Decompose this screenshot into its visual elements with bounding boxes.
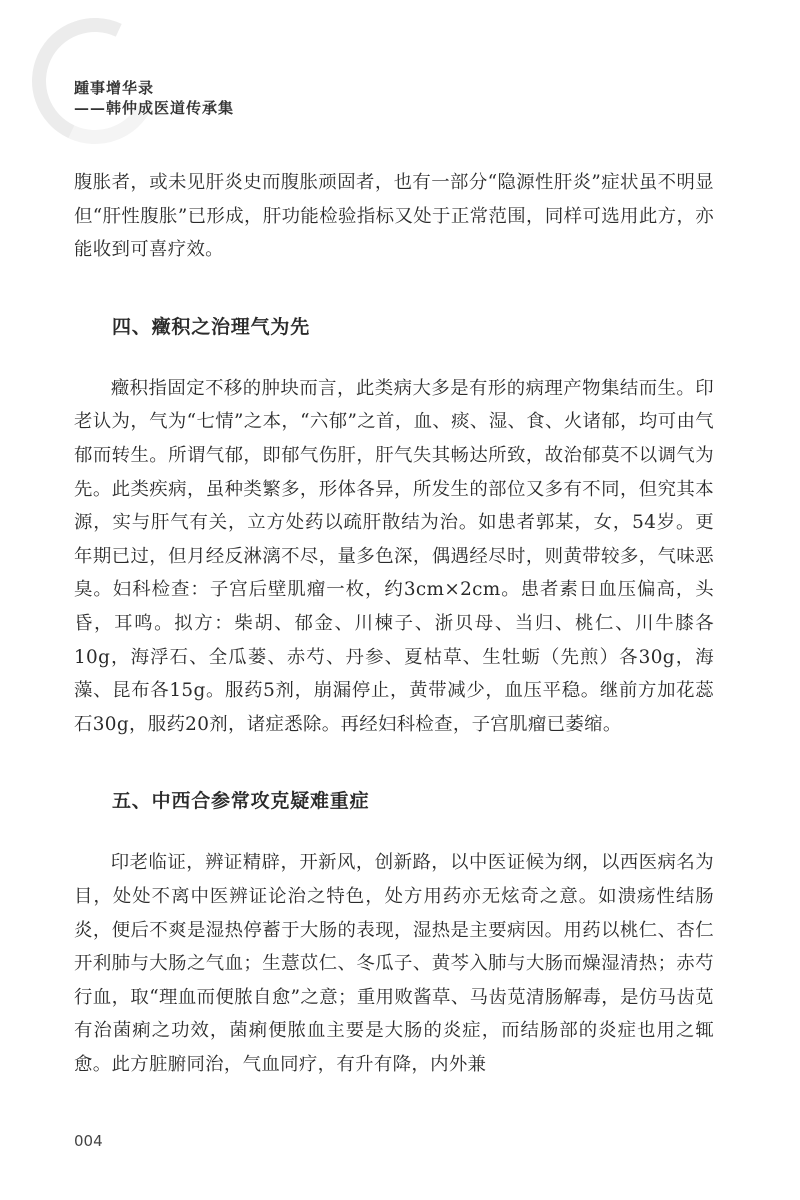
page-body (74, 166, 714, 1081)
book-title: 踵事增华录 (74, 79, 155, 97)
section-heading-4: 四、癥积之治理气为先 (112, 315, 311, 338)
paragraph-section-4: 癥积指固定不移的肿块而言，此类病大多是有形的病理产物集结而生。印老认为，气为“七情”之本，“六郁”之首，血、痰、湿、食、火诸郁，均可由气郁而转生。所谓气郁，即郁气伤肝，肝气失其畅达所致，故治郁莫不以调气为先。此类疾病，虽种类繁多，形体各异，所发生的部位又多有不同，但究其本源，实与肝气有关，立方处药以疏肝散结为治。如患者郭某，女，54岁。更年期已过，但月经反淋漓不尽，量多色深，偶遇经尽时，则黄带较多，气味恶臭。妇科检查：子宫后壁肌瘤一枚，约3cm×2cm。患者素日血压偏高，头昏，耳鸣。拟方：柴胡、郁金、川楝子、浙贝母、当归、桃仁、川牛膝各10g，海浮石、全瓜蒌、赤芍、丹参、夏枯草、生牡蛎（先煎）各30g，海藻、昆布各15g。服药5剂，崩漏停止，黄带减少，血压平稳。继前方加花蕊石30g，服药20剂，诸症悉除。再经妇科检查，子宫肌瘤已萎缩。 (74, 377, 714, 735)
running-head (74, 78, 234, 118)
paragraph-continued: 腹胀者，或未见肝炎史而腹胀顽固者，也有一部分“隐源性肝炎”症状虽不明显但“肝性腹胀”已形成，肝功能检验指标又处于正常范围，同样可选用此方，亦能收到可喜疗效。 (74, 172, 714, 261)
section-heading-5: 五、中西合参常攻克疑难重症 (112, 790, 370, 813)
paragraph-section-5: 印老临证，辨证精辟，开新风，创新路，以中医证候为纲，以西医病名为目，处处不离中医辨证论治之特色，处方用药亦无炫奇之意。如溃疡性结肠炎，便后不爽是湿热停蓄于大肠的表现，湿热是主要病因。用药以桃仁、杏仁开利肺与大肠之气血；生薏苡仁、冬瓜子、黄芩入肺与大肠而燥湿清热；赤芍行血，取“理血而便脓自愈”之意；重用败酱草、马齿苋清肠解毒，是仿马齿苋有治菌痢之功效，菌痢便脓血主要是大肠的炎症，而结肠部的炎症也用之辄愈。此方脏腑同治，气血同疗，有升有降，内外兼 (74, 852, 714, 1075)
book-subtitle: ——韩仲成医道传承集 (74, 99, 235, 117)
page-number: 004 (74, 1132, 103, 1150)
